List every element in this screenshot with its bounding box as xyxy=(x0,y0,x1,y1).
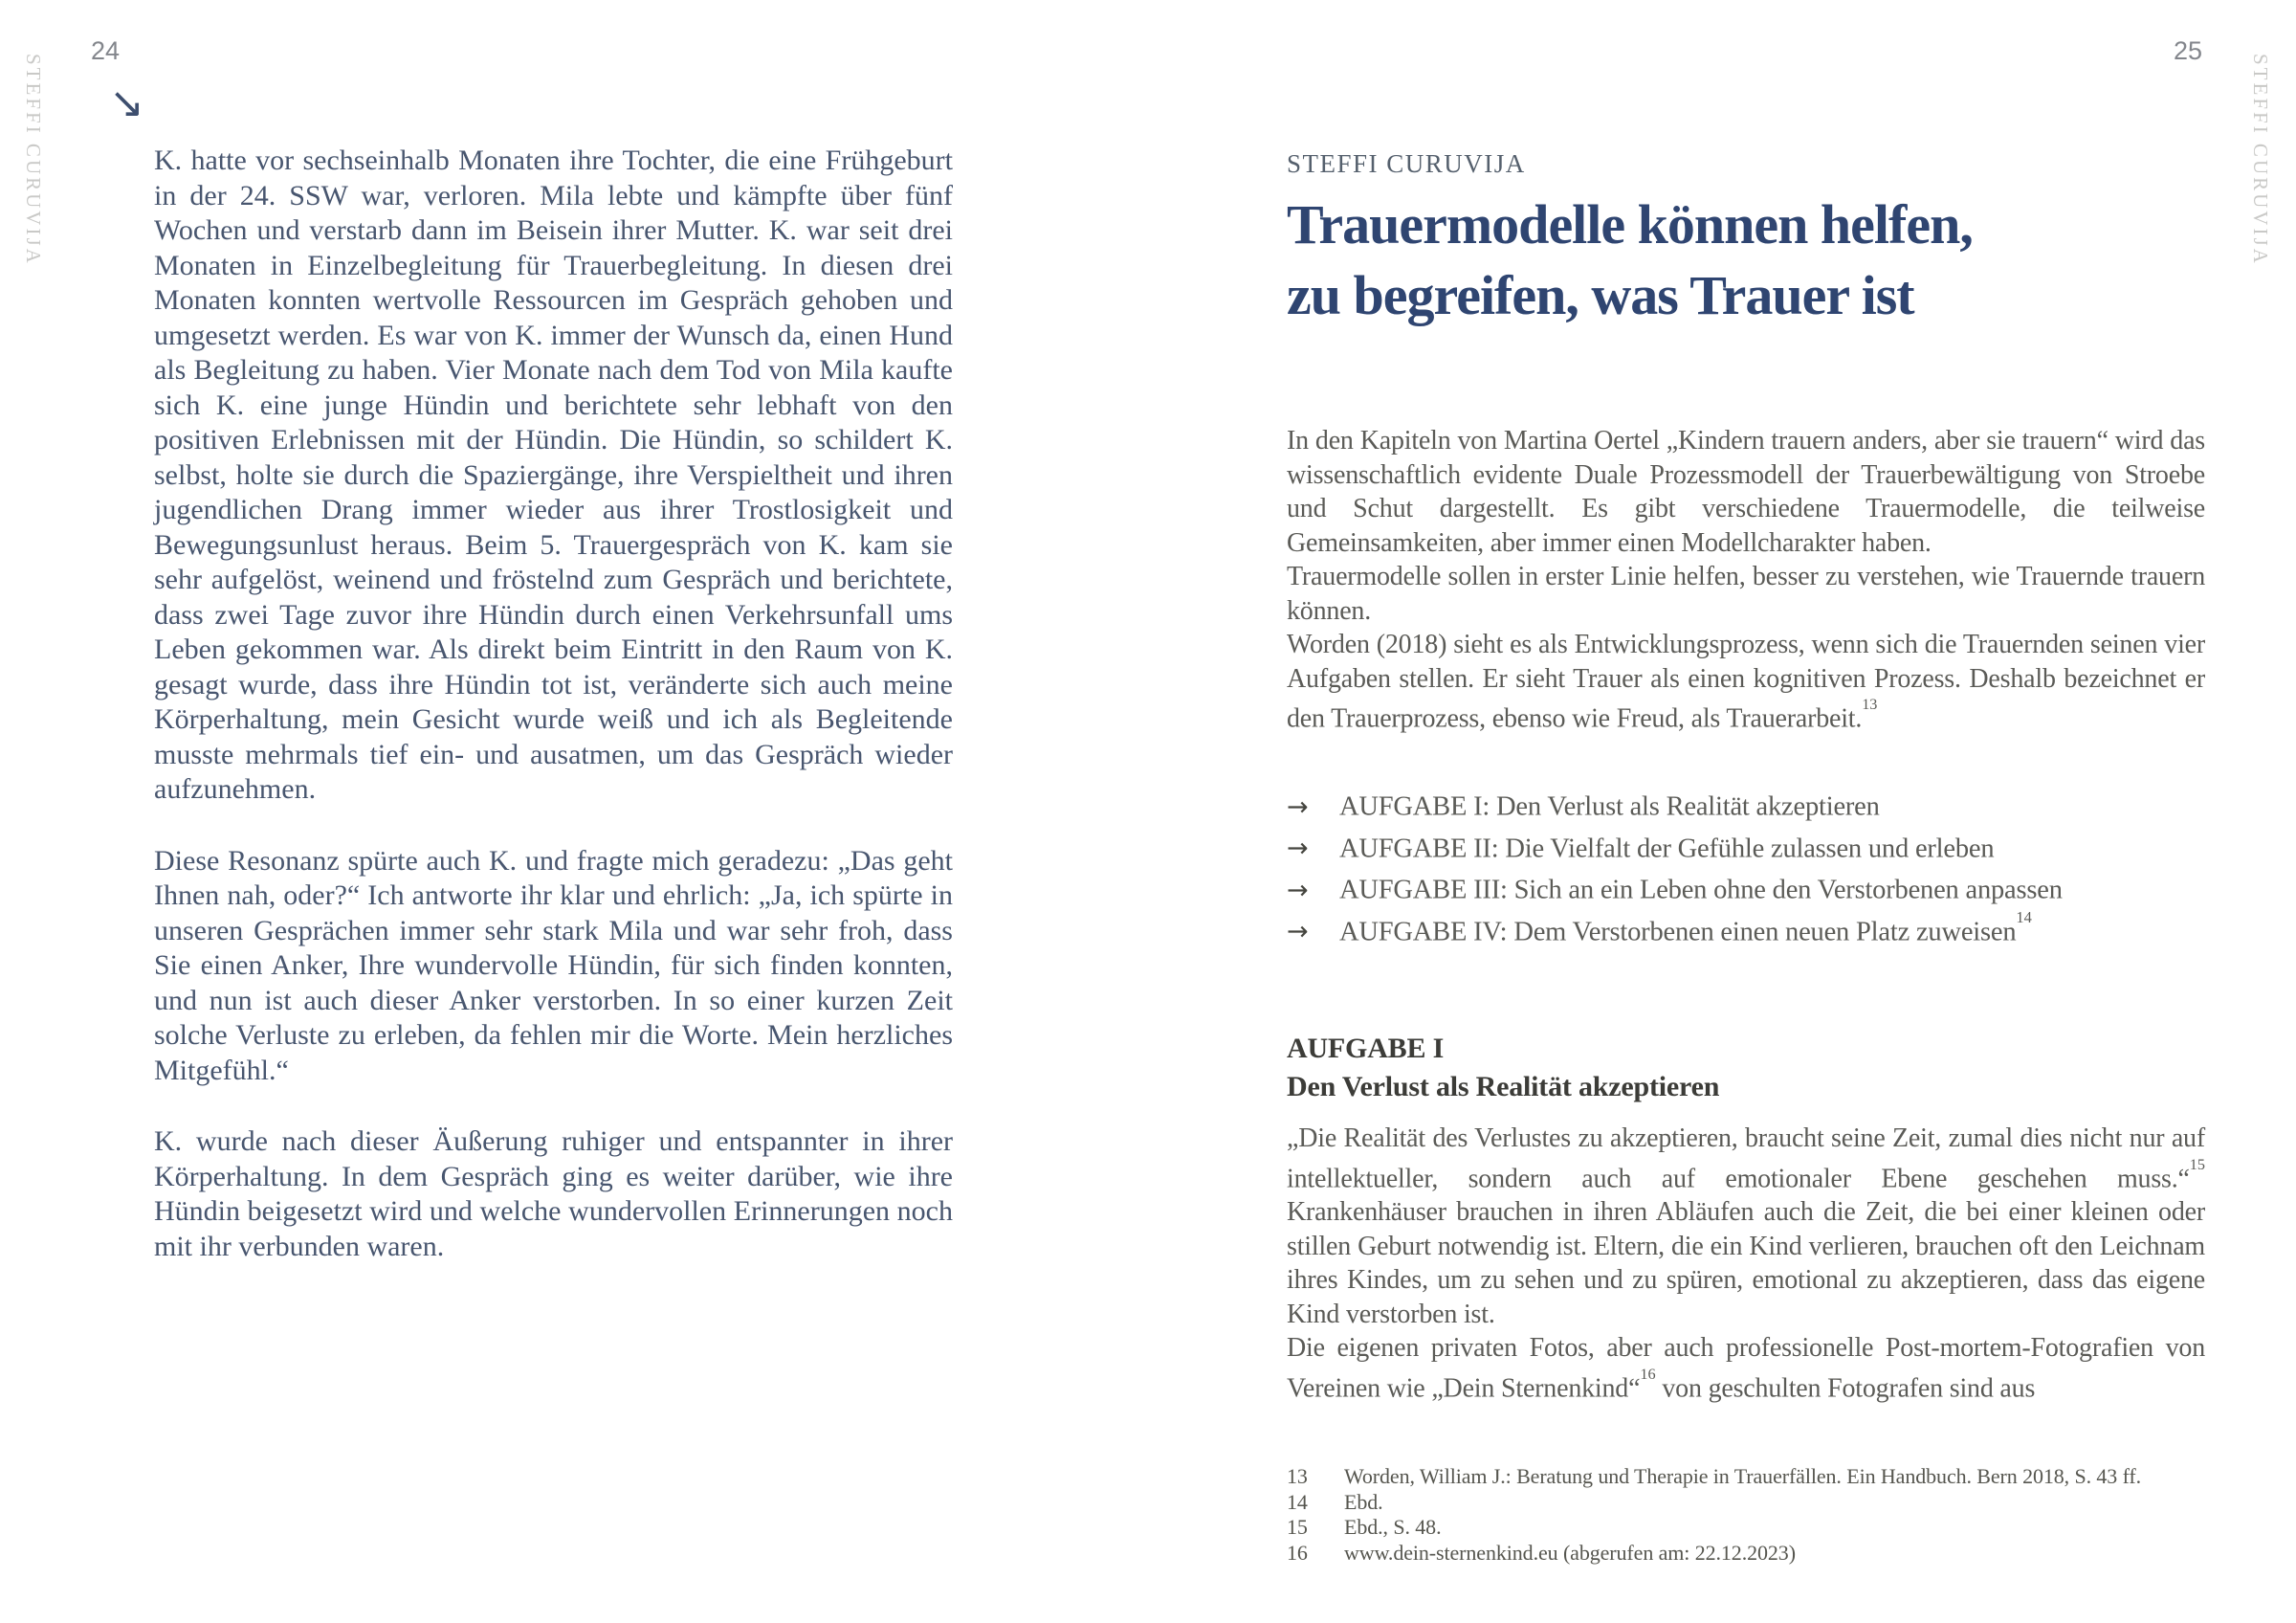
footnote-number: 13 xyxy=(1287,1464,1308,1488)
footnote xyxy=(1287,1541,2253,1567)
footnote-text: Ebd., S. 48. xyxy=(1344,1515,1442,1539)
arrow-right-icon: → xyxy=(1287,875,1309,905)
intro-paragraph: Trauermodelle sollen in erster Linie helfen, besser zu verstehen, wie Trauernde trauern können. xyxy=(1287,562,2205,626)
task-label xyxy=(1339,866,2063,908)
chapter-title xyxy=(1287,189,2224,331)
margin-author-right: STEFFI CURUVIJA xyxy=(2249,54,2272,266)
intro-paragraph-text: Worden (2018) sieht es als Entwicklungsprozess, wenn sich die Trauernden seinen vier Aufgaben stellen. Er sieht Trauer als einen kognitiven Prozess. Deshalb bezeichnet er den Trauerprozess, ebenso wie Freud, als Trauerarbeit. xyxy=(1287,630,2205,734)
arrow-right-icon: → xyxy=(1287,917,1309,946)
margin-author-left: STEFFI CURUVIJA xyxy=(22,54,45,266)
chapter-author: STEFFI CURUVIJA xyxy=(1287,149,1526,178)
footnote-text: Ebd. xyxy=(1344,1489,1383,1514)
chapter-title-line2: zu begreifen, was Trauer ist xyxy=(1287,264,1914,326)
footnote-ref-13: 13 xyxy=(1862,696,1878,714)
list-item xyxy=(1287,866,2243,908)
list-item xyxy=(1287,908,2243,950)
footnote-text: www.dein-sternenkind.eu (abgerufen am: 22.12.2023) xyxy=(1344,1540,1796,1565)
section-paragraph xyxy=(1287,1122,2205,1331)
case-study-paragraph: Diese Resonanz spürte auch K. und fragte mich geradezu: „Das geht Ihnen nah, oder?“ Ich antworte ihr klar und ehrlich: „Ja, ich spürte in unseren Gesprächen immer sehr stark Mila und war sehr froh, dass Sie einen Anker, Ihre wundervolle Hündin, für sich finden konnten, und nun ist auch dieser Anker verstorben. In so einer kurzen Zeit solche Verluste zu erleben, da fehlen mir die Worte. Mein herzliches Mitgefühl.“ xyxy=(154,844,953,1086)
footnote-ref-14: 14 xyxy=(2016,907,2032,926)
section-paragraph-text: „Die Realität des Verlustes zu akzeptieren, braucht seine Zeit, zumal dies nicht nur auf intellektueller, sondern auch auf emotionaler Ebene geschehen muss.“ xyxy=(1287,1123,2205,1193)
section-text-block xyxy=(1287,1122,2205,1406)
section-heading-line1: AUFGABE I xyxy=(1287,1033,1445,1064)
page-number-right: 25 xyxy=(2174,36,2203,65)
section-heading xyxy=(1287,1030,2205,1106)
case-study-paragraph: K. wurde nach dieser Äußerung ruhiger und entspannter in ihrer Körperhaltung. In dem Gespräch ging es weiter darüber, wie ihre Hündin beigesetzt wird und welche wundervollen Erinnerungen noch mit ihr verbunden waren. xyxy=(154,1125,953,1262)
footnote-ref-16: 16 xyxy=(1640,1366,1656,1384)
case-study-paragraph: K. hatte vor sechseinhalb Monaten ihre Tochter, die eine Frühgeburt in der 24. SSW war, verloren. Mila lebte und kämpfte über fünf Wochen und verstarb dann im Beisein ihrer Mutter. K. war seit drei Monaten in Einzelbegleitung für Trauerbegleitung. In diesen drei Monaten konnten wertvolle Ressourcen im Gespräch gehoben und umgesetzt werden. Es war von K. immer der Wunsch da, einen Hund als Begleitung zu haben. Vier Monate nach dem Tod von Mila kaufte sich K. eine junge Hündin und berichtete sehr lebhaft von den positiven Erlebnissen mit der Hündin. Die Hündin, so schildert K. selbst, holte sie durch die Spaziergänge, ihre Verspieltheit und ihren jugendlichen Drang immer wieder aus ihrer Trostlosigkeit und Bewegungsunlust heraus. Beim 5. Trauergespräch von K. kam sie sehr aufgelöst, weinend und fröstelnd zum Gespräch und berichtete, dass zwei Tage zuvor ihre Hündin durch einen Verkehrsunfall ums Leben gekommen war. Als direkt beim Eintritt in den Raum von K. gesagt wurde, dass ihre Hündin tot ist, veränderte sich auch meine Körperhaltung, mein Gesicht wurde weiß und ich als Begleitende musste mehrmals tief ein- und ausatmen, um das Gespräch wieder aufzunehmen. xyxy=(154,145,953,805)
footnotes-block xyxy=(1287,1464,2253,1566)
list-item xyxy=(1287,783,2243,825)
left-page-text-column xyxy=(154,144,953,1264)
task-text: AUFGABE IV: Dem Verstorbenen einen neuen Platz zuweisen xyxy=(1339,917,2017,946)
task-text: AUFGABE III: Sich an ein Leben ohne den Verstorbenen anpassen xyxy=(1339,875,2063,905)
intro-text-block xyxy=(1287,424,2205,736)
section-paragraph-text: Krankenhäuser brauchen in ihren Abläufen auch die Zeit, die bei einer kleinen oder stillen Geburt notwendig ist. Eltern, die ein Kind verlieren, brauchen oft den Leichnam ihres Kindes, um zu sehen und zu spüren, emotional zu akzeptieren, dass das eigene Kind verstorben ist. xyxy=(1287,1197,2205,1329)
task-text: AUFGABE II: Die Vielfalt der Gefühle zulassen und erleben xyxy=(1339,834,1995,863)
footnote-number: 15 xyxy=(1287,1515,1308,1539)
footnote-text: Worden, William J.: Beratung und Therapie in Trauerfällen. Ein Handbuch. Bern 2018, S. 43 ff. xyxy=(1344,1464,2142,1488)
task-label xyxy=(1339,783,1880,825)
arrow-right-icon: → xyxy=(1287,834,1309,863)
footnote-number: 16 xyxy=(1287,1540,1308,1565)
footnote xyxy=(1287,1515,2253,1541)
footnote xyxy=(1287,1490,2253,1516)
intro-paragraph: In den Kapiteln von Martina Oertel „Kindern trauern anders, aber sie trauern“ wird das wissenschaftlich evidente Duale Prozessmodell der Trauerbewältigung von Stroebe und Schut dargestellt. Es gibt verschiedene Trauermodelle, die teilweise Gemeinsamkeiten, aber immer einen Modellcharakter haben. xyxy=(1287,426,2205,558)
section-paragraph-text: Die eigenen privaten Fotos, aber auch professionelle Post-mortem-Fotografien von Vereinen wie „Dein Sternenkind“ xyxy=(1287,1333,2205,1404)
section-heading-line2: Den Verlust als Realität akzeptieren xyxy=(1287,1071,1720,1102)
section-paragraph xyxy=(1287,1331,2205,1405)
footnote-ref-15: 15 xyxy=(2189,1155,2205,1173)
chapter-title-line1: Trauermodelle können helfen, xyxy=(1287,193,1973,256)
page-number-left: 24 xyxy=(91,36,121,65)
intro-paragraph xyxy=(1287,628,2205,736)
footnote xyxy=(1287,1464,2253,1490)
arrow-right-icon: → xyxy=(1287,791,1309,822)
task-label xyxy=(1339,825,1994,867)
task-list xyxy=(1287,783,2243,949)
section-paragraph-text: von geschulten Fotografen sind aus xyxy=(1655,1373,2036,1404)
footnote-number: 14 xyxy=(1287,1489,1308,1514)
arrow-down-right-icon: ↘ xyxy=(109,78,144,127)
list-item xyxy=(1287,825,2243,867)
task-label xyxy=(1339,908,2032,950)
task-text: AUFGABE I: Den Verlust als Realität akzeptieren xyxy=(1339,791,1880,822)
